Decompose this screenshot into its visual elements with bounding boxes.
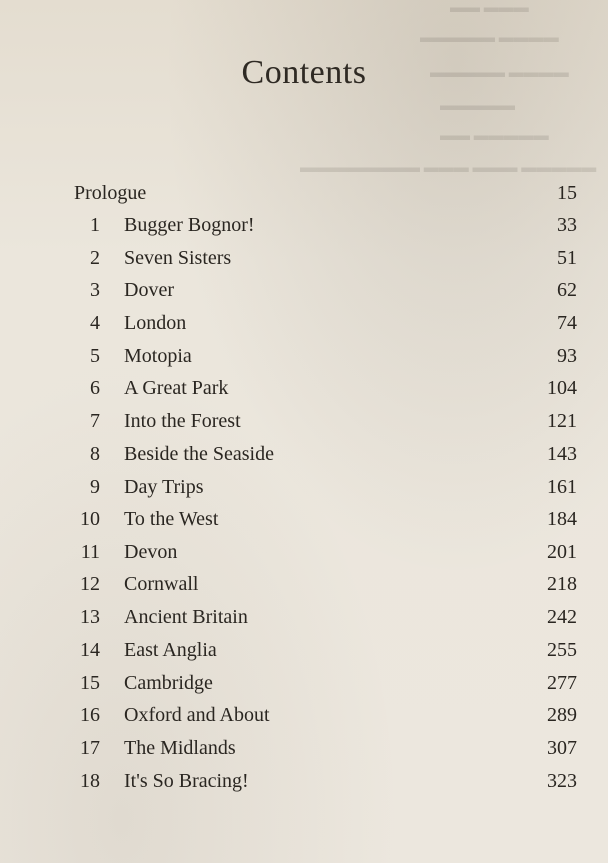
chapter-title: Day Trips (124, 476, 204, 498)
page-number: 161 (547, 476, 577, 498)
toc-entry (0, 504, 608, 534)
chapter-title: Ancient Britain (124, 606, 248, 628)
chapter-number: 15 (80, 672, 100, 694)
toc-entry (0, 472, 608, 502)
chapter-number: 14 (80, 639, 100, 661)
chapter-title: To the West (124, 508, 219, 530)
chapter-number: 16 (80, 704, 100, 726)
chapter-number: 10 (80, 508, 100, 530)
chapter-title: Seven Sisters (124, 247, 232, 269)
page-number: 184 (547, 508, 577, 530)
toc-entry (0, 635, 608, 665)
chapter-number: 12 (80, 573, 100, 595)
chapter-title: Into the Forest (124, 410, 241, 432)
page-number: 218 (547, 573, 577, 595)
page-number: 51 (557, 247, 577, 269)
chapter-title: The Midlands (124, 737, 236, 759)
page-number: 15 (557, 182, 577, 204)
chapter-title: A Great Park (124, 377, 229, 399)
chapter-number: 18 (80, 770, 100, 792)
page-number: 277 (547, 672, 577, 694)
chapter-number: 7 (90, 410, 100, 432)
toc-entry (0, 439, 608, 469)
chapter-title: East Anglia (124, 639, 217, 661)
chapter-title: Devon (124, 541, 178, 563)
chapter-number: 9 (90, 476, 100, 498)
toc-entry-prologue (0, 178, 608, 208)
chapter-number: 4 (90, 312, 100, 334)
chapter-number: 1 (90, 214, 100, 236)
chapter-number: 6 (90, 377, 100, 399)
page-number: 104 (547, 377, 577, 399)
toc-entry (0, 373, 608, 403)
toc-entry (0, 537, 608, 567)
chapter-title: London (124, 312, 187, 334)
chapter-number: 17 (80, 737, 100, 759)
page-title: Contents (241, 54, 367, 91)
toc-entry (0, 210, 608, 240)
chapter-number: 3 (90, 279, 100, 301)
toc-entry (0, 766, 608, 796)
page-number: 307 (547, 737, 577, 759)
page-number: 62 (557, 279, 577, 301)
chapter-number: 8 (90, 443, 100, 465)
page-number: 289 (547, 704, 577, 726)
toc-entry (0, 275, 608, 305)
toc-entry (0, 602, 608, 632)
chapter-title: Prologue (74, 182, 147, 204)
page-number: 121 (547, 410, 577, 432)
page-number: 201 (547, 541, 577, 563)
page-number: 74 (557, 312, 577, 334)
chapter-title: Cambridge (124, 672, 213, 694)
page-number: 143 (547, 443, 577, 465)
page-number: 93 (557, 345, 577, 367)
toc-entry (0, 569, 608, 599)
chapter-number: 13 (80, 606, 100, 628)
page-number: 323 (547, 770, 577, 792)
chapter-title: Bugger Bognor! (124, 214, 255, 236)
chapter-title: Dover (124, 279, 174, 301)
chapter-title: Motopia (124, 345, 192, 367)
chapter-title: Cornwall (124, 573, 199, 595)
toc-entry (0, 341, 608, 371)
chapter-title: It's So Bracing! (124, 770, 249, 792)
bleed-through-text: ▬▬▬ ▬▬ ▬▬▬▬ ▬▬▬▬▬ ▬▬▬▬ ▬▬▬▬▬ ▬▬▬▬▬ ▬▬▬▬▬ ▬▬ ▬▬▬▬▬ ▬▬▬ ▬▬▬ ▬▬▬▬▬▬▬▬ (300, 0, 597, 176)
chapter-title: Oxford and About (124, 704, 270, 726)
page-number: 242 (547, 606, 577, 628)
toc-entry (0, 406, 608, 436)
chapter-number: 5 (90, 345, 100, 367)
page-number: 255 (547, 639, 577, 661)
page-number: 33 (557, 214, 577, 236)
chapter-number: 11 (80, 541, 100, 563)
toc-entry (0, 243, 608, 273)
toc-entry (0, 733, 608, 763)
toc-entry (0, 668, 608, 698)
toc-entry (0, 308, 608, 338)
chapter-number: 2 (90, 247, 100, 269)
toc-entry (0, 700, 608, 730)
chapter-title: Beside the Seaside (124, 443, 274, 465)
